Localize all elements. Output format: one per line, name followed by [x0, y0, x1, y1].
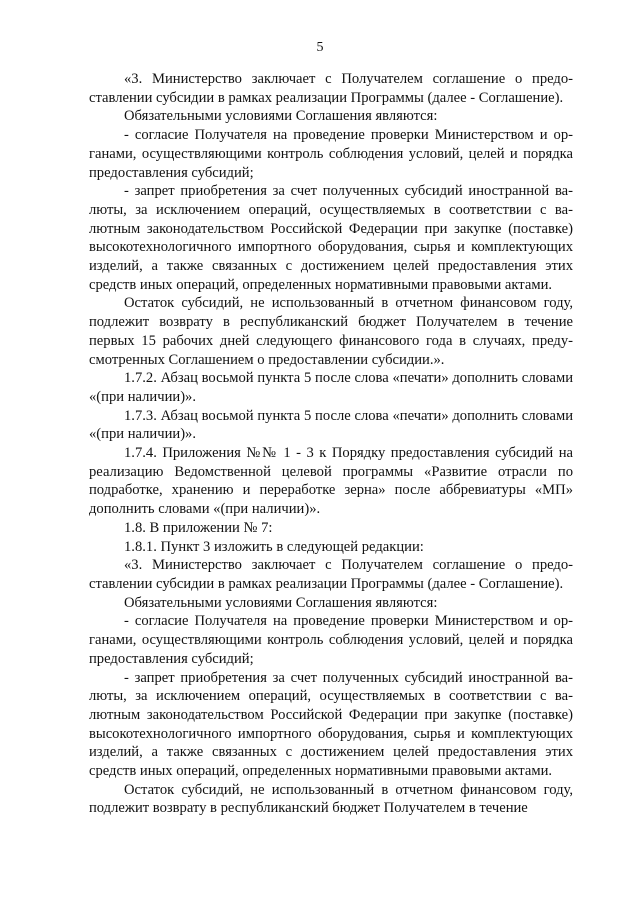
paragraph-consent-inspection-2: - согласие Получателя на проведение проверки Министерством и органами, осуществляющими контроль соблюдения условий, целей и порядка предоставления субсидий;: [89, 613, 573, 667]
paragraph-agreement-clause-2: «3. Министерство заключает с Получателем соглашение о предоставлении субсидии в рамках реализации Программы (далее - Соглашение).: [89, 557, 573, 592]
paragraph-mandatory-conditions-2: Обязательными условиями Соглашения являются:: [124, 594, 438, 611]
paragraph-item-1-8: 1.8. В приложении № 7:: [124, 519, 273, 536]
paragraph-item-1-7-3: 1.7.3. Абзац восьмой пункта 5 после слова «печати» дополнить словами «(при наличии)».: [89, 407, 573, 443]
paragraph-agreement-clause: «3. Министерство заключает с Получателем соглашение о предоставлении субсидии в рамках реализации Программы (далее - Соглашение).: [89, 71, 573, 106]
paragraph-mandatory-conditions: Обязательными условиями Соглашения являются:: [124, 108, 438, 125]
document-body: [89, 70, 573, 818]
paragraph-subsidy-remainder-2: Остаток субсидий, не использованный в отчетном финансовом году, подлежит возврату в республиканский бюджет Получателем в течение: [89, 781, 573, 817]
paragraph-currency-ban-2: - запрет приобретения за счет полученных субсидий иностранной валюты, за исключением операций, осуществляемых в соответствии с валютным законодательством Российской Федерации при закупке (поставке) высокотехнологичного импортного оборудования, сырья и комплектующих изделий, а также связанных с достижением целей предоставления этих средств иных операций, определенных нормативными правовыми актами.: [89, 669, 573, 780]
paragraph-item-1-7-2: 1.7.2. Абзац восьмой пункта 5 после слова «печати» дополнить словами «(при наличии)».: [89, 370, 573, 405]
page-number: 5: [316, 40, 324, 55]
paragraph-item-1-8-1: 1.8.1. Пункт 3 изложить в следующей редакции:: [124, 538, 424, 555]
paragraph-item-1-7-4: 1.7.4. Приложения №№ 1 - 3 к Порядку предоставления субсидий на реализацию Ведомственной целевой программы «Развитие отрасли по подработке, хранению и переработке зерна» после аббревиатуры «МП» дополнить словами «(при наличии)».: [89, 445, 573, 518]
paragraph-currency-ban: - запрет приобретения за счет полученных субсидий иностранной валюты, за исключением операций, осуществляемых в соответствии с валютным законодательством Российской Федерации при закупке (поставке) высокотехнологичного импортного оборудования, сырья и комплектующих изделий, а также связанных с достижением целей предоставления этих средств иных операций, определенных нормативными правовыми актами.: [89, 183, 573, 293]
paragraph-consent-inspection: - согласие Получателя на проведение проверки Министерством и органами, осуществляющими контроль соблюдения условий, целей и порядка предоставления субсидий;: [89, 127, 573, 181]
paragraph-subsidy-remainder: Остаток субсидий, не использованный в отчетном финансовом году, подлежит возврату в республиканский бюджет Получателем в течение первых 15 рабочих дней следующего финансового года в случаях, предусмотренных Соглашением о предоставлении субсидии.».: [89, 295, 573, 368]
